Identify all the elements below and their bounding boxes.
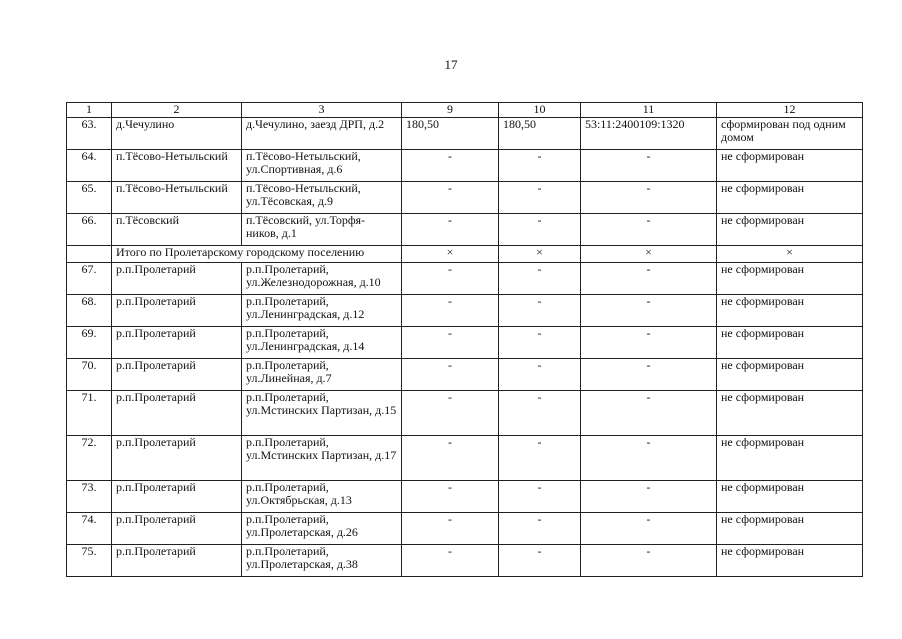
column-10-cell: -: [499, 545, 581, 577]
address-cell: п.Тёсово-Нетыльский, ул.Спортивная, д.6: [242, 150, 402, 182]
address-cell: р.п.Пролетарий, ул.Ленинградская, д.14: [242, 327, 402, 359]
address-cell: р.п.Пролетарий, ул.Пролетарская, д.26: [242, 513, 402, 545]
column-9-cell: -: [402, 481, 499, 513]
column-10-cell: -: [499, 150, 581, 182]
column-header: 3: [242, 103, 402, 118]
row-number-cell: 72.: [67, 436, 112, 481]
column-header: 12: [717, 103, 863, 118]
column-9-cell: -: [402, 263, 499, 295]
column-12-cell: не сформирован: [717, 150, 863, 182]
table-row: [67, 150, 863, 182]
row-number-cell: 70.: [67, 359, 112, 391]
column-11-cell: -: [581, 182, 717, 214]
column-10-cell: 180,50: [499, 118, 581, 150]
column-header: 9: [402, 103, 499, 118]
column-9-cell: -: [402, 545, 499, 577]
column-11-cell: -: [581, 327, 717, 359]
column-header: 10: [499, 103, 581, 118]
column-11-cell: -: [581, 359, 717, 391]
column-12-cell: не сформирован: [717, 513, 863, 545]
column-9-cell: -: [402, 327, 499, 359]
subtotal-c10: ×: [499, 246, 581, 263]
column-header: 2: [112, 103, 242, 118]
address-cell: р.п.Пролетарий, ул.Ленинградская, д.12: [242, 295, 402, 327]
row-number-cell: 65.: [67, 182, 112, 214]
row-number-cell: 68.: [67, 295, 112, 327]
address-cell: д.Чечулино, заезд ДРП, д.2: [242, 118, 402, 150]
column-9-cell: -: [402, 295, 499, 327]
table-row: [67, 214, 863, 246]
column-9-cell: -: [402, 436, 499, 481]
table-body: [67, 118, 863, 577]
settlement-cell: р.п.Пролетарий: [112, 263, 242, 295]
address-cell: р.п.Пролетарий, ул.Мстинских Партизан, д.17: [242, 436, 402, 481]
settlement-cell: р.п.Пролетарий: [112, 545, 242, 577]
table-row: [67, 481, 863, 513]
column-9-cell: -: [402, 182, 499, 214]
column-11-cell: -: [581, 150, 717, 182]
column-number-header-row: [67, 103, 863, 118]
address-cell: п.Тёсовский, ул.Торфя-ников, д.1: [242, 214, 402, 246]
column-11-cell: -: [581, 513, 717, 545]
column-10-cell: -: [499, 295, 581, 327]
column-11-cell: -: [581, 481, 717, 513]
settlement-cell: п.Тёсово-Нетыльский: [112, 182, 242, 214]
row-number-cell: 64.: [67, 150, 112, 182]
subtotal-empty-cell: [67, 246, 112, 263]
column-10-cell: -: [499, 481, 581, 513]
address-cell: р.п.Пролетарий, ул.Мстинских Партизан, д.15: [242, 391, 402, 436]
column-12-cell: не сформирован: [717, 327, 863, 359]
row-number-cell: 75.: [67, 545, 112, 577]
page-number: 17: [444, 57, 458, 72]
column-10-cell: -: [499, 327, 581, 359]
column-10-cell: -: [499, 359, 581, 391]
subtotal-c9: ×: [402, 246, 499, 263]
column-12-cell: не сформирован: [717, 263, 863, 295]
column-12-cell: не сформирован: [717, 182, 863, 214]
column-9-cell: -: [402, 513, 499, 545]
column-header: 1: [67, 103, 112, 118]
table-row: [67, 118, 863, 150]
housing-register-table: [66, 102, 863, 577]
table-row: [67, 545, 863, 577]
address-cell: р.п.Пролетарий, ул.Железнодорожная, д.10: [242, 263, 402, 295]
row-number-cell: 63.: [67, 118, 112, 150]
row-number-cell: 71.: [67, 391, 112, 436]
row-number-cell: 69.: [67, 327, 112, 359]
column-11-cell: -: [581, 263, 717, 295]
column-9-cell: -: [402, 150, 499, 182]
table-row: [67, 182, 863, 214]
address-cell: п.Тёсово-Нетыльский, ул.Тёсовская, д.9: [242, 182, 402, 214]
column-10-cell: -: [499, 214, 581, 246]
column-9-cell: -: [402, 214, 499, 246]
column-header: 11: [581, 103, 717, 118]
table-row: [67, 359, 863, 391]
subtotal-c11: ×: [581, 246, 717, 263]
address-cell: р.п.Пролетарий, ул.Линейная, д.7: [242, 359, 402, 391]
column-12-cell: не сформирован: [717, 295, 863, 327]
column-11-cell: -: [581, 436, 717, 481]
row-number-cell: 73.: [67, 481, 112, 513]
column-10-cell: -: [499, 263, 581, 295]
column-12-cell: не сформирован: [717, 436, 863, 481]
column-11-cell: -: [581, 295, 717, 327]
table-row: [67, 436, 863, 481]
column-10-cell: -: [499, 436, 581, 481]
column-12-cell: не сформирован: [717, 545, 863, 577]
column-12-cell: не сформирован: [717, 391, 863, 436]
table-row: [67, 391, 863, 436]
settlement-cell: р.п.Пролетарий: [112, 481, 242, 513]
column-12-cell: не сформирован: [717, 481, 863, 513]
column-9-cell: -: [402, 391, 499, 436]
settlement-cell: д.Чечулино: [112, 118, 242, 150]
table-row: [67, 327, 863, 359]
column-11-cell: 53:11:2400109:1320: [581, 118, 717, 150]
subtotal-c12: ×: [717, 246, 863, 263]
row-number-cell: 66.: [67, 214, 112, 246]
settlement-cell: р.п.Пролетарий: [112, 359, 242, 391]
column-12-cell: не сформирован: [717, 359, 863, 391]
column-10-cell: -: [499, 182, 581, 214]
column-11-cell: -: [581, 214, 717, 246]
table-row: [67, 263, 863, 295]
row-number-cell: 67.: [67, 263, 112, 295]
column-9-cell: 180,50: [402, 118, 499, 150]
settlement-cell: р.п.Пролетарий: [112, 391, 242, 436]
settlement-cell: р.п.Пролетарий: [112, 436, 242, 481]
settlement-cell: п.Тёсово-Нетыльский: [112, 150, 242, 182]
settlement-cell: п.Тёсовский: [112, 214, 242, 246]
table-row: [67, 295, 863, 327]
subtotal-row: [67, 246, 863, 263]
settlement-cell: р.п.Пролетарий: [112, 327, 242, 359]
column-10-cell: -: [499, 391, 581, 436]
column-11-cell: -: [581, 545, 717, 577]
column-10-cell: -: [499, 513, 581, 545]
address-cell: р.п.Пролетарий, ул.Пролетарская, д.38: [242, 545, 402, 577]
settlement-cell: р.п.Пролетарий: [112, 295, 242, 327]
subtotal-label: Итого по Пролетарскому городскому поселению: [112, 246, 402, 263]
address-cell: р.п.Пролетарий, ул.Октябрьская, д.13: [242, 481, 402, 513]
settlement-cell: р.п.Пролетарий: [112, 513, 242, 545]
row-number-cell: 74.: [67, 513, 112, 545]
table-row: [67, 513, 863, 545]
column-9-cell: -: [402, 359, 499, 391]
column-12-cell: не сформирован: [717, 214, 863, 246]
column-11-cell: -: [581, 391, 717, 436]
column-12-cell: сформирован под одним домом: [717, 118, 863, 150]
